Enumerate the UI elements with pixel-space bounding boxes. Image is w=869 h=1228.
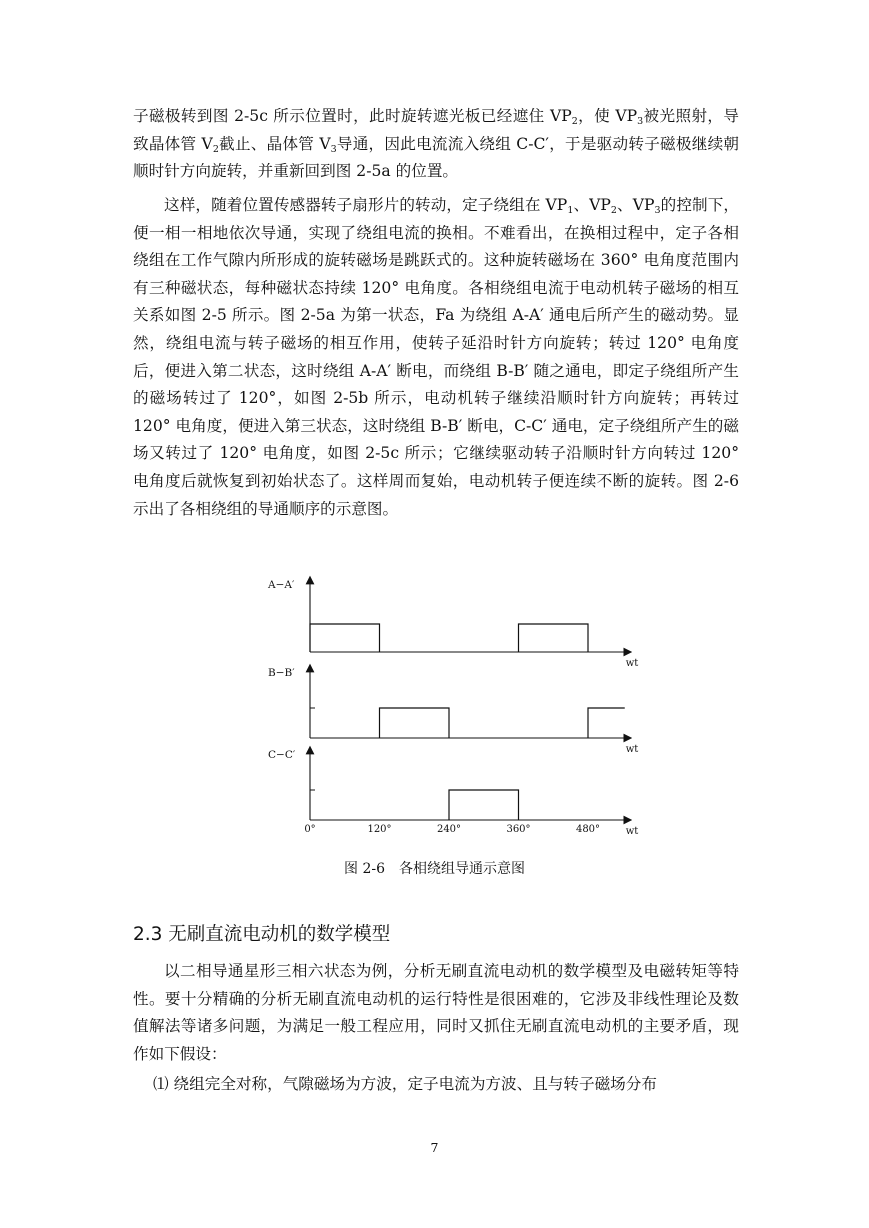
x-tick-label: 120° (367, 824, 392, 835)
x-axis-label: wt (625, 744, 639, 755)
x-axis-label: wt (625, 658, 639, 669)
pulse-0-120 (310, 624, 380, 652)
figure-caption: 图 2-6 各相绕组导通示意图 (344, 861, 525, 877)
page-number: 7 (430, 1140, 439, 1155)
body-paragraph-4: ⑴ 绕组完全对称，气隙磁场为方波，定子电流为方波、且与转子磁场分布 (153, 1075, 657, 1093)
pulse-240-360 (449, 790, 519, 820)
series-label: A−A′ (268, 579, 295, 591)
x-tick-label: 360° (506, 824, 531, 835)
series-label: C−C′ (268, 749, 296, 761)
body-paragraph-1: 子磁极转到图 2-5c 所示位置时，此时旋转遮光板已经遮住 $VP_2$，使 $VP_3$被光照射，导致晶体管 $V_2$截止、晶体管 $V_3$导通，因此电流流入绕组 C-C′，于是驱动转子磁极继续朝顺时针方向旋转，并重新回到图 2-5a 的位置。 (133, 107, 740, 181)
subplot-1 (267, 579, 638, 669)
pulse-120-240 (380, 708, 450, 738)
series-label: B−B′ (268, 667, 295, 679)
body-paragraph-2: 这样，随着位置传感器转子扇形片的转动，定子绕组在 $VP_1$、$VP_2$、$VP_3$的控制下，便一相一相地依次导通，实现了绕组电流的换相。不难看出，在换相过程中，定子各相绕组在工作气隙内所形成的旋转磁场是跳跃式的。这种旋转磁场在 360° 电角度范围内有三种磁状态，每种磁状态持续 120° 电角度。各相绕组电流于电动机转子磁场的相互关系如图 2-5 所示。图 2-5a 为第一状态，Fa 为绕组 A-A′ 通电后所产生的磁动势。显然，绕组电流与转子磁场的相互作用，使转子延沿时针方向旋转；转过 120° 电角度后，便进入第二状态，这时绕组 A-A′ 断电，而绕组 B-B′ 随之通电，即定子绕组所产生的磁场转过了 120°，如图 2-5b 所示，电动机转子继续沿顺时针方向旋转；再转过 120° 电角度，便进入第三状态，这时绕组 B-B′ 断电，C-C′ 通电，定子绕组所产生的磁场又转过了 120° 电角度，如图 2-5c 所示；它继续驱动转子沿顺时针方向转过 120° 电角度后就恢复到初始状态了。这样周而复始，电动机转子便连续不断的旋转。图 2-6 示出了各相绕组的导通顺序的示意图。 (133, 196, 739, 518)
body-paragraph-3: 以二相导通星形三相六状态为例，分析无刷直流电动机的数学模型及电磁转矩等特性。要十分精确的分析无刷直流电动机的运行特性是很困难的，它涉及非线性理论及数值解法等诸多问题，为满足一般工程应用，同时又抓住无刷直流电动机的主要矛盾，现作如下假设： (133, 962, 739, 1063)
x-tick-label: 240° (436, 824, 462, 835)
pulse-480-540 (588, 708, 625, 738)
section-heading: 2.3 无刷直流电动机的数学模型 (133, 924, 391, 945)
conduction-sequence-chart (0, 570, 869, 840)
x-tick-label: 480° (575, 824, 601, 835)
x-tick-label: 0° (304, 824, 316, 835)
subplot-2 (268, 667, 638, 755)
x-axis-label: wt (625, 826, 639, 837)
pulse-360-480 (519, 624, 589, 652)
